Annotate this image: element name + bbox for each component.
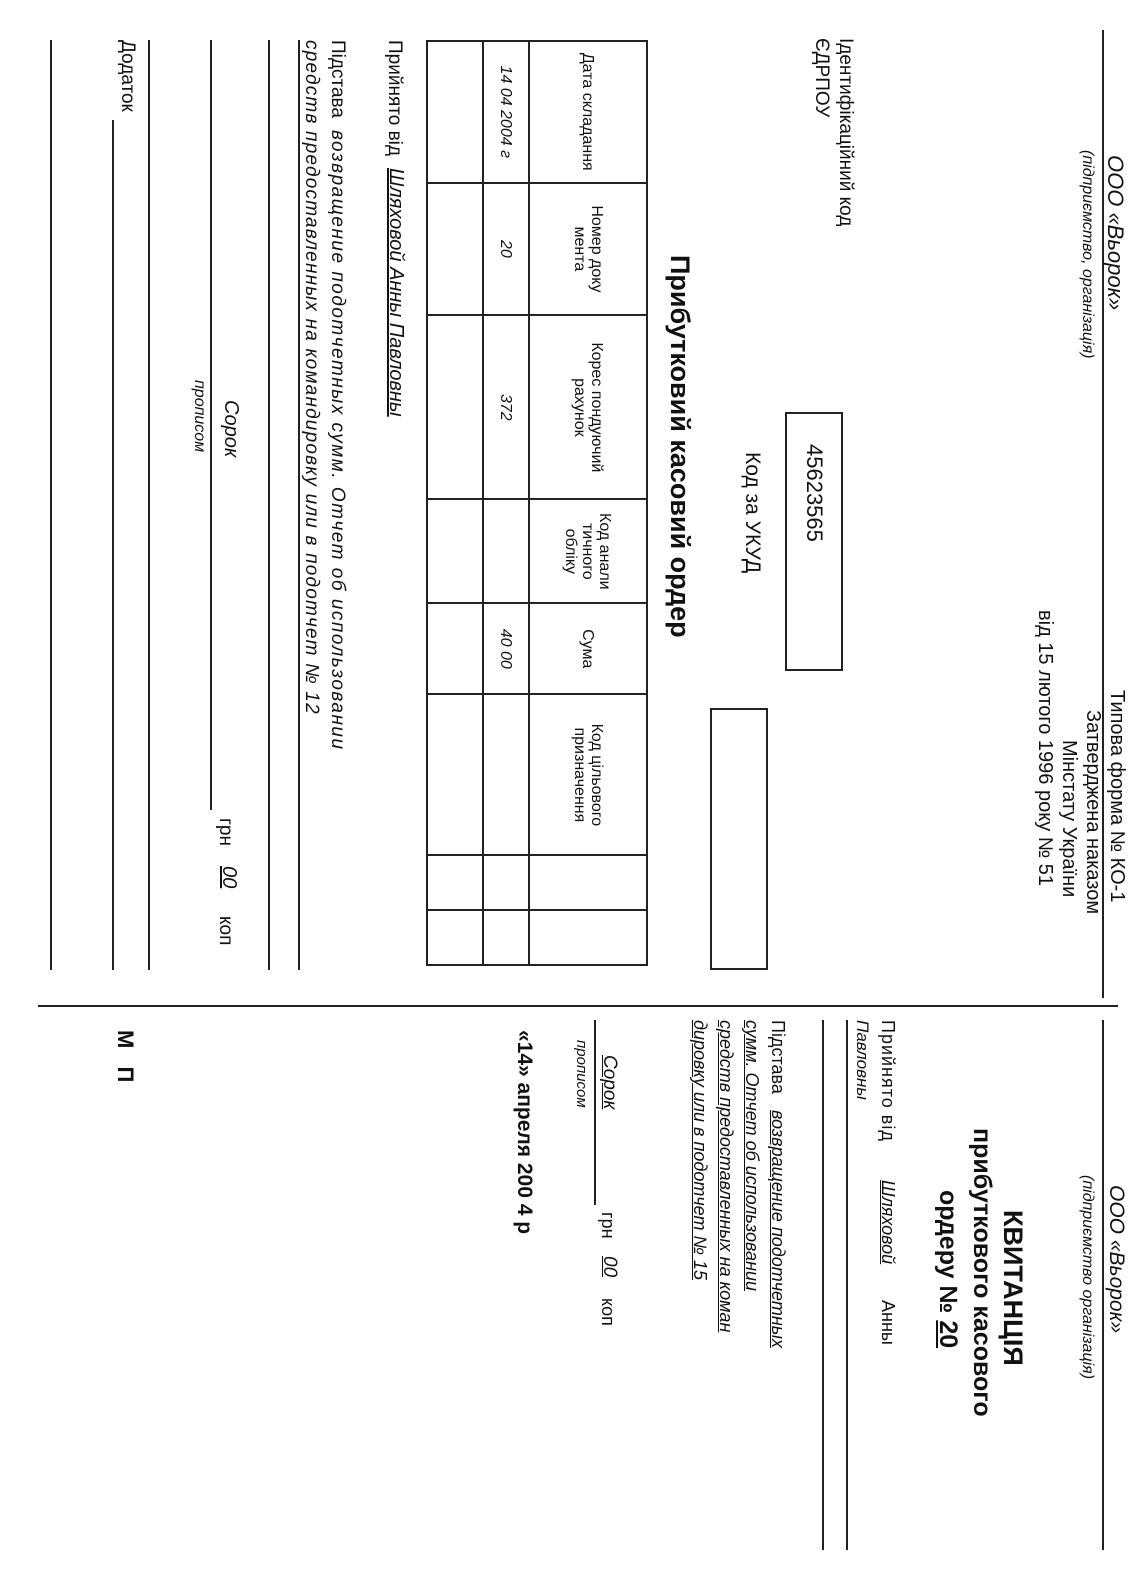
receipt-uah-label: грн — [598, 1212, 618, 1239]
cell-blank-1 — [483, 855, 529, 910]
header-blank-2 — [529, 910, 647, 965]
receipt-org-name: ООО «Вьорок» — [1105, 1185, 1128, 1334]
empty-cell — [427, 41, 483, 183]
receipt-amount-words-rule — [594, 1020, 596, 1205]
empty-cell — [427, 315, 483, 499]
form-header-line2: Затверджена наказом — [1082, 710, 1104, 915]
id-code-label-2: ЄДРПОУ — [811, 38, 832, 118]
receipt-basis-line-3: средств предоставленных на коман — [716, 1020, 736, 1333]
receipt-order-number: 20 — [934, 1320, 962, 1349]
receipt-basis-line-4: дировку или в подотчет № 15 — [690, 1020, 710, 1280]
header-sum: Сума — [529, 603, 647, 694]
bottom-rule — [50, 40, 52, 970]
receipt-basis-line-1: возвращение подотчетных — [768, 1110, 788, 1348]
form-header-line3: Мiнстату України — [1058, 740, 1080, 898]
empty-cell — [427, 499, 483, 603]
basis-label: Пiдстава — [327, 40, 348, 118]
stamp-label: М П — [113, 1030, 138, 1089]
header-corresponding-account: Корес пондуючий рахунок — [529, 315, 647, 499]
cell-purpose-code — [483, 694, 529, 855]
receipt-received-from-value-2: Анны — [878, 1300, 898, 1345]
cell-sum: 40 00 — [483, 603, 529, 694]
kop-value: 00 — [218, 866, 240, 889]
header-blank-1 — [529, 855, 647, 910]
amount-words-caption: прописом — [191, 380, 208, 453]
receipt-received-from-value-3: Павловны — [853, 1020, 872, 1100]
spacer-rule — [148, 40, 150, 970]
cell-document-number: 20 — [483, 183, 529, 316]
header-analytic-code: Код анали тичного облiку — [529, 499, 647, 603]
id-code-label-1: Iдентифiкацiйний код — [835, 38, 856, 227]
receipt-order-label — [933, 1190, 962, 1348]
receipt-basis-label: Пiдстава — [768, 1020, 788, 1094]
receipt-amount-words: Сорок — [599, 1055, 620, 1110]
table-row — [483, 41, 529, 965]
receipt-amount-words-caption: прописом — [573, 1040, 590, 1108]
empty-cell — [427, 603, 483, 694]
id-code-value: 45623565 — [802, 444, 827, 542]
received-from-label: Прийнято вiд — [384, 40, 405, 156]
receipt-kop-value: 00 — [599, 1256, 620, 1278]
header-date: Дата складання — [529, 41, 647, 183]
receipt-subtitle: прибуткового касового — [968, 1128, 996, 1417]
receipt-org-caption: (пiдприємство органiзацiя) — [1079, 1175, 1096, 1380]
receipt-title: КВИТАНЦIЯ — [998, 1210, 1028, 1366]
cell-corresponding-account: 372 — [483, 315, 529, 499]
basis-line-2-rule — [268, 40, 270, 970]
order-title: Прибутковий касовий ордер — [665, 255, 695, 638]
id-code-box — [785, 412, 843, 671]
table-header-row — [529, 41, 647, 965]
form-header-line4: вiд 15 лютого 1996 року № 51 — [1034, 610, 1056, 887]
basis-line-1: возвращение подотчетных сумм. Отчет об использовании — [327, 130, 348, 751]
receipt-order-label-text: ордеру № — [934, 1190, 962, 1314]
receipt-kop-label: коп — [598, 1298, 618, 1326]
receipt-received-rule-1 — [846, 1020, 848, 1550]
empty-cell — [427, 855, 483, 910]
amount-words-rule — [210, 40, 212, 810]
ukud-box — [710, 708, 768, 970]
receipt-date: «14» апреля 200 4 р — [513, 1030, 536, 1235]
receipt-received-from-label: Прийнято вiд — [878, 1020, 898, 1142]
receipt-received-rule-2 — [822, 1020, 824, 1550]
cut-line — [38, 1005, 1118, 1007]
ukud-label: Код за УКУД — [741, 452, 764, 574]
empty-cell — [427, 183, 483, 316]
cash-order-table — [426, 40, 648, 966]
empty-cell — [427, 694, 483, 855]
cell-analytic-code — [483, 499, 529, 603]
receipt-received-from-value-1: Шляховой — [878, 1180, 898, 1265]
header-purpose-code: Код цiльового призначення — [529, 694, 647, 855]
form-header-line1: Типова форма № КО-1 — [1106, 690, 1128, 903]
kop-label: коп — [215, 916, 236, 946]
empty-cell — [427, 910, 483, 965]
header-document-number: Номер доку мента — [529, 183, 647, 316]
receipt-basis-line-2: сумм. Отчет об использовании — [742, 1020, 762, 1291]
org-name: ООО «Вьорок» — [1103, 155, 1128, 311]
received-from-value: Шляховой Анны Павловны — [385, 168, 407, 417]
org-caption: (підприємство, організація) — [1079, 150, 1096, 359]
cell-date: 14 04 2004 г — [483, 41, 529, 183]
table-row-empty — [427, 41, 483, 965]
uah-label: грн — [215, 818, 236, 846]
appendix-rule — [112, 120, 114, 970]
cell-blank-2 — [483, 910, 529, 965]
appendix-label: Додаток — [117, 40, 138, 112]
basis-line-2: средств предоставленных на командировку или в подотчет № 12 — [301, 40, 322, 715]
amount-words: Сорок — [220, 400, 242, 458]
